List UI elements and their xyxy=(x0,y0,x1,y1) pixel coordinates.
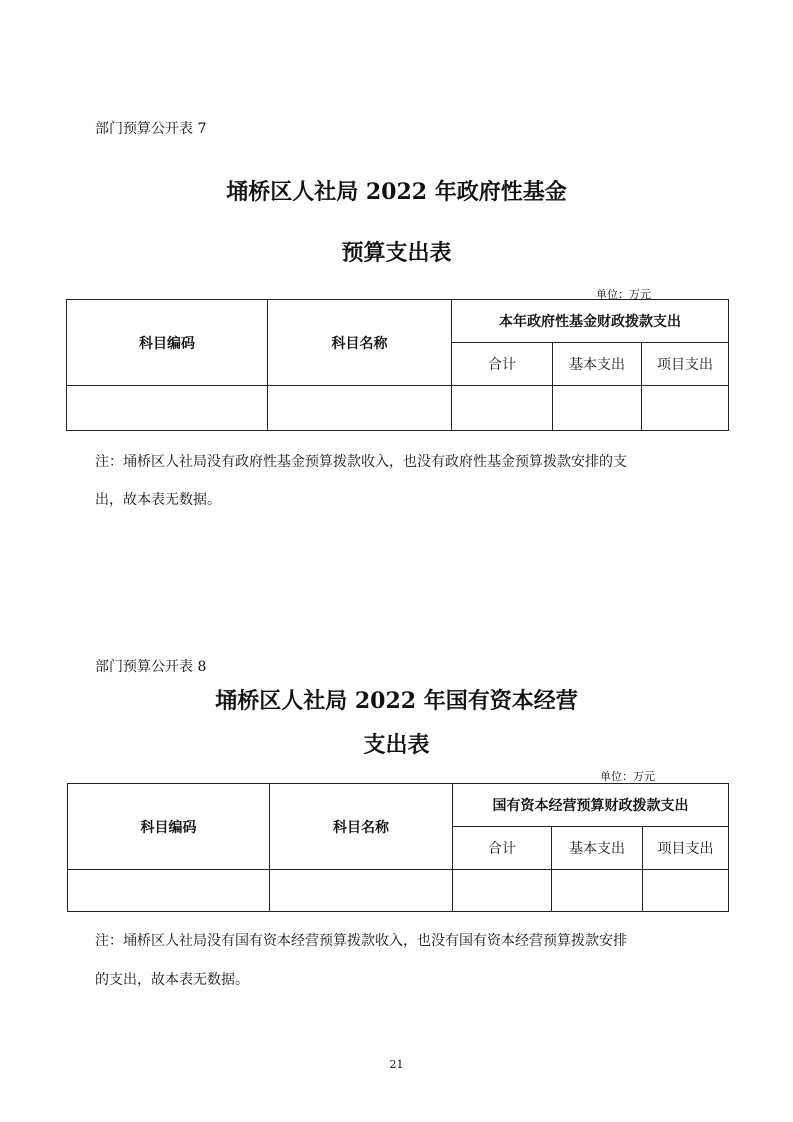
page-number: 21 xyxy=(389,1058,404,1071)
table-label-7: 部门预算公开表 7 xyxy=(95,121,207,137)
header-basic: 基本支出 xyxy=(552,827,643,870)
cell-total xyxy=(452,386,553,431)
header-total: 合计 xyxy=(452,343,553,386)
cell-total xyxy=(453,870,552,912)
header-project: 项目支出 xyxy=(643,827,729,870)
cell-basic xyxy=(552,870,643,912)
header-name: 科目名称 xyxy=(270,784,453,870)
budget-table-8 xyxy=(67,783,729,912)
cell-code xyxy=(68,870,270,912)
table-row xyxy=(68,870,729,912)
unit-7: 单位：万元 xyxy=(596,288,651,301)
cell-project xyxy=(642,386,729,431)
title-7-line2: 预算支出表 xyxy=(341,240,452,266)
header-group: 国有资本经营预算财政拨款支出 xyxy=(453,784,729,827)
table-row xyxy=(67,386,729,431)
note-7-line1: 注：埇桥区人社局没有政府性基金预算拨款收入，也没有政府性基金预算拨款安排的支 xyxy=(95,454,627,470)
table-label-8: 部门预算公开表 8 xyxy=(95,659,207,675)
title-8-line1: 埇桥区人社局 2022 年国有资本经营 xyxy=(215,688,578,714)
header-name: 科目名称 xyxy=(268,300,452,386)
unit-8: 单位：万元 xyxy=(600,770,655,783)
note-7-line2: 出，故本表无数据。 xyxy=(95,492,221,508)
cell-code xyxy=(67,386,268,431)
header-total: 合计 xyxy=(453,827,552,870)
budget-table-7 xyxy=(66,299,729,431)
title-7-line1: 埇桥区人社局 2022 年政府性基金 xyxy=(226,179,567,205)
cell-name xyxy=(270,870,453,912)
note-8-line2: 的支出，故本表无数据。 xyxy=(95,972,249,988)
header-code: 科目编码 xyxy=(67,300,268,386)
title-8-line2: 支出表 xyxy=(363,732,430,758)
cell-project xyxy=(643,870,729,912)
header-code: 科目编码 xyxy=(68,784,270,870)
note-8-line1: 注：埇桥区人社局没有国有资本经营预算拨款收入，也没有国有资本经营预算拨款安排 xyxy=(95,933,627,949)
header-project: 项目支出 xyxy=(642,343,729,386)
cell-basic xyxy=(553,386,642,431)
cell-name xyxy=(268,386,452,431)
header-group: 本年政府性基金财政拨款支出 xyxy=(452,300,729,343)
header-basic: 基本支出 xyxy=(553,343,642,386)
